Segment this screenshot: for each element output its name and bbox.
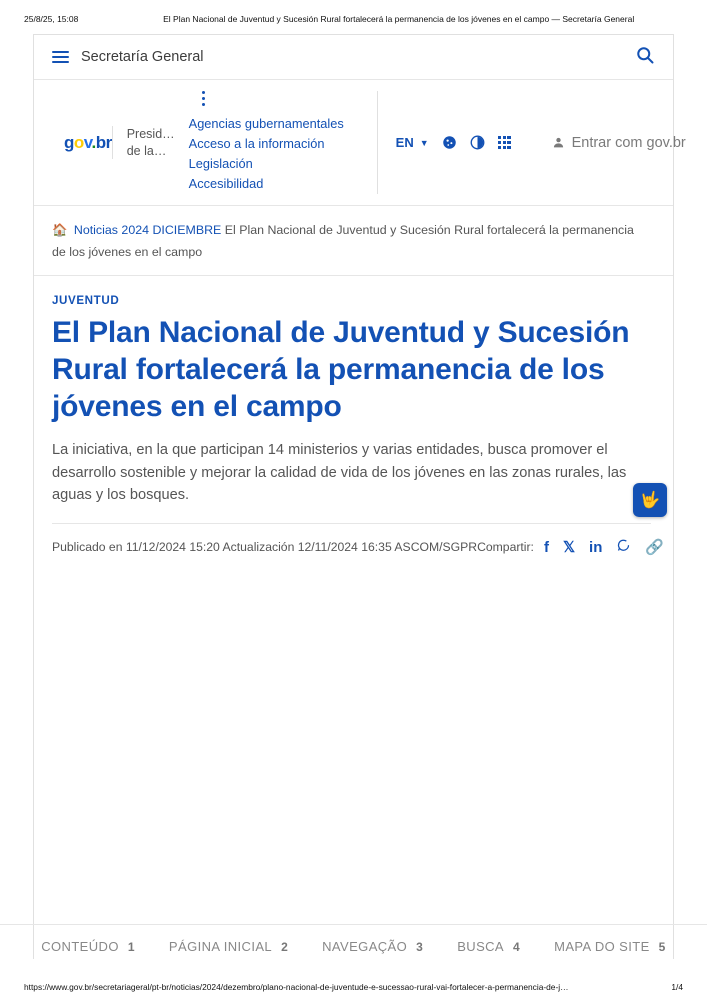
govbr-tools xyxy=(378,135,686,151)
breadcrumb-item-noticias[interactable]: Noticias xyxy=(73,223,118,237)
shortcut-label: NAVEGAÇÃO xyxy=(322,939,408,954)
print-header xyxy=(0,0,707,24)
shortcut-label: MAPA DO SITE xyxy=(554,939,650,954)
whatsapp-icon[interactable] xyxy=(616,538,631,556)
shortcut-key: 3 xyxy=(416,940,424,954)
site-topbar xyxy=(34,35,673,80)
linkedin-icon[interactable]: in xyxy=(589,538,603,556)
shortcut-label: CONTEÚDO xyxy=(41,939,119,954)
shortcut-key: 1 xyxy=(127,940,135,954)
print-page-title: El Plan Nacional de Juventud y Sucesión Rural fortalecerá la permanencia de los jóvenes en el campo — Secretaría General xyxy=(163,14,635,24)
print-url: https://www.gov.br/secretariageral/pt-br/noticias/2024/dezembro/plano-nacional-de-juventude-e-sucessao-rural-vai-fortalecer-a-permanencia-de-j… xyxy=(24,982,569,992)
article-meta-row xyxy=(52,523,665,556)
shortcut-key: 5 xyxy=(658,940,666,954)
link-icon[interactable]: 🔗 xyxy=(645,538,665,556)
breadcrumb-item-2024[interactable]: 2024 xyxy=(121,223,149,237)
link-agencias[interactable]: Agencias gubernamentales xyxy=(188,116,344,132)
govbr-logo[interactable]: gov.br xyxy=(64,132,112,152)
home-icon[interactable]: 🏠 xyxy=(52,223,68,237)
govbr-bar xyxy=(34,80,686,206)
link-accesibilidad[interactable]: Accesibilidad xyxy=(188,175,264,191)
kebab-menu-icon[interactable] xyxy=(202,91,361,107)
link-legislacion[interactable]: Legislación xyxy=(188,156,253,171)
link-acceso-informacion[interactable]: Acceso a la información xyxy=(188,136,325,152)
shortcut-conteudo[interactable] xyxy=(41,939,135,954)
shortcut-navegacao[interactable] xyxy=(322,939,423,954)
contrast-icon[interactable] xyxy=(470,135,485,150)
search-icon[interactable] xyxy=(635,45,655,70)
print-footer xyxy=(0,982,707,992)
article-publish-meta: Publicado en 11/12/2024 15:20 Actualización 12/11/2024 16:35 ASCOM/SGPR xyxy=(52,540,478,555)
user-icon xyxy=(552,136,565,149)
login-label: Entrar com gov.br xyxy=(571,134,686,151)
share-group xyxy=(477,538,664,556)
print-date: 25/8/25, 15:08 xyxy=(24,14,79,24)
facebook-icon[interactable]: f xyxy=(543,538,549,556)
language-label: EN xyxy=(395,135,414,150)
article xyxy=(34,276,673,556)
breadcrumb xyxy=(34,206,673,276)
shortcut-key: 4 xyxy=(513,940,521,954)
article-standfirst: La iniciativa, en la que participan 14 ministerios y varias entidades, busca promover el desarrollo sostenible y mejorar la calidad de vida de los jóvenes en las zonas rurales, las aguas y los bosques. xyxy=(52,442,627,504)
language-selector[interactable] xyxy=(396,135,429,150)
page-title: El Plan Nacional de Juventud y Sucesión Rural fortalecerá la permanencia de los jóvenes en el campo xyxy=(52,316,630,423)
login-button[interactable] xyxy=(552,135,686,151)
site-name: Secretaría General xyxy=(81,49,204,65)
x-twitter-icon[interactable]: 𝕏 xyxy=(562,538,576,556)
govbr-links xyxy=(175,91,378,193)
shortcut-label: PÁGINA INICIAL xyxy=(168,939,273,954)
shortcut-key: 2 xyxy=(281,940,289,954)
shortcut-pagina-inicial[interactable] xyxy=(169,939,288,954)
sign-language-hand-icon: 🤟 xyxy=(640,492,660,509)
hamburger-icon[interactable] xyxy=(52,51,69,64)
share-label: Compartir: xyxy=(477,540,534,555)
breadcrumb-item-diciembre[interactable]: DICIEMBRE xyxy=(152,223,222,237)
article-kicker: JUVENTUD xyxy=(52,294,120,308)
shortcut-busca[interactable] xyxy=(457,939,520,954)
keyboard-shortcuts xyxy=(0,924,707,954)
topbar-left-group xyxy=(52,49,204,65)
chevron-down-icon: ▼ xyxy=(419,137,429,148)
shortcut-mapa-do-site[interactable] xyxy=(554,939,666,954)
print-page-number: 1/4 xyxy=(671,982,683,992)
presidency-label: Presid… de la… xyxy=(112,126,175,160)
cookies-icon[interactable] xyxy=(442,135,457,150)
shortcut-label: BUSCA xyxy=(457,939,505,954)
breadcrumb-current: El Plan Nacional de Juventud y Sucesión Rural fortalecerá la permanencia de los jóvenes en el campo xyxy=(52,223,634,259)
apps-grid-icon[interactable] xyxy=(498,136,511,149)
vlibras-accessibility-button[interactable] xyxy=(633,483,667,517)
page-frame xyxy=(33,34,686,959)
